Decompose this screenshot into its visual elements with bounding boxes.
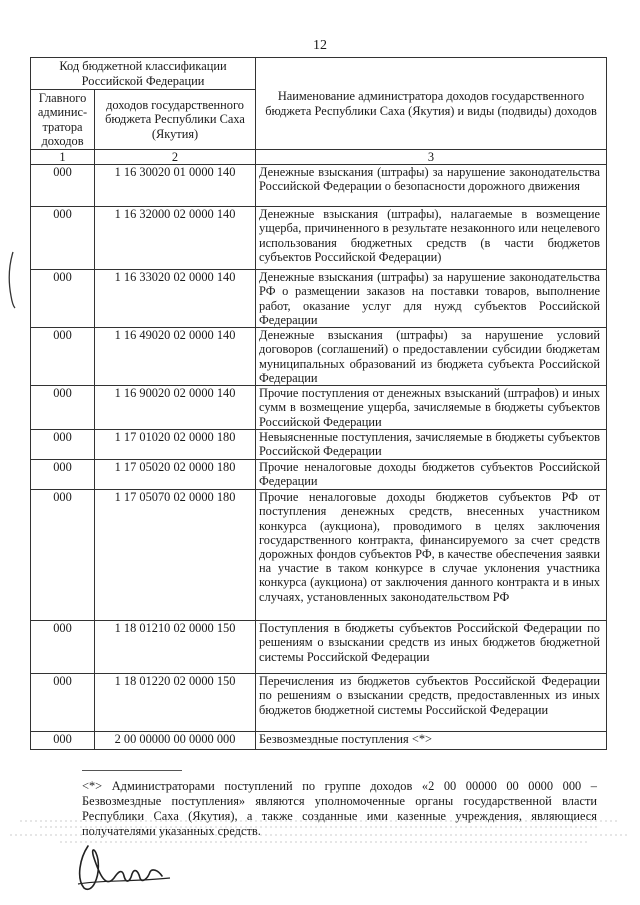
page-number: 12: [313, 38, 327, 53]
footnote-rule: [82, 770, 182, 771]
admin-code: 000: [31, 165, 95, 207]
revenue-name: Прочие поступления от денежных взысканий (штрафов) и иных сумм в возмещение ущерба, зачисляемые в бюджеты субъектов Российской Федерации: [256, 386, 607, 430]
table-row: [31, 270, 607, 328]
revenue-name: Поступления в бюджеты субъектов Российской Федерации по решениям о взыскании средств из иных бюджетов бюджетной системы Российской Федерации: [256, 621, 607, 674]
admin-code: 000: [31, 490, 95, 621]
admin-code: 000: [31, 460, 95, 490]
admin-code: 000: [31, 732, 95, 750]
header-revenues: доходов государственного бюджета Республики Саха (Якутия): [95, 90, 256, 150]
table-row: [31, 732, 607, 750]
column-number: 2: [95, 150, 256, 165]
budget-code: 1 16 33020 02 0000 140: [95, 270, 256, 328]
column-number: 1: [31, 150, 95, 165]
table-row: [31, 621, 607, 674]
footnote: <*> Администраторами поступлений по группе доходов «2 00 00000 00 0000 000 – Безвозмездные поступления» являются уполномоченные органы государственной власти Республики Саха (Якутия), а также созданные ими казенные учреждения, являющиеся получателями указанных средств.: [82, 779, 597, 838]
budget-code: 1 18 01220 02 0000 150: [95, 674, 256, 732]
revenue-name: Прочие неналоговые доходы бюджетов субъектов Российской Федерации: [256, 460, 607, 490]
margin-mark: [4, 250, 18, 310]
budget-code: 1 16 30020 01 0000 140: [95, 165, 256, 207]
revenue-name: Перечисления из бюджетов субъектов Российской Федерации по решениям о взыскании средств, предоставленных из иных бюджетов бюджетной системы Российской Федерации: [256, 674, 607, 732]
admin-code: 000: [31, 207, 95, 270]
admin-code: 000: [31, 621, 95, 674]
revenue-name: Невыясненные поступления, зачисляемые в бюджеты субъектов Российской Федерации: [256, 430, 607, 460]
table-row: [31, 207, 607, 270]
revenue-name: Денежные взыскания (штрафы) за нарушение законодательства РФ о размещении заказов на поставки товаров, выполнение работ, оказание услуг для нужд субъектов Российской Федерации: [256, 270, 607, 328]
revenue-name: Прочие неналоговые доходы бюджетов субъектов РФ от поступления денежных средств, внесенных участником конкурса (аукциона), проводимого в целях заключения государственного контракта, финансируемого за счет средств дорожных фондов субъектов РФ, в качестве обеспечения заявки на участие в таком конкурсе в случае уклонения участника конкурса (аукциона) от заключения данного контракта и в иных случаях, установленных законодательством РФ: [256, 490, 607, 621]
budget-code: 1 16 49020 02 0000 140: [95, 328, 256, 386]
budget-classification-table: [30, 57, 607, 750]
budget-code: 1 17 05070 02 0000 180: [95, 490, 256, 621]
revenue-name: Безвозмездные поступления <*>: [256, 732, 607, 750]
header-admin-name: Наименование администратора доходов государственного бюджета Республики Саха (Якутия) и виды (подвиды) доходов: [256, 58, 607, 150]
table-row: [31, 328, 607, 386]
budget-code: 2 00 00000 00 0000 000: [95, 732, 256, 750]
admin-code: 000: [31, 270, 95, 328]
budget-code: 1 16 32000 02 0000 140: [95, 207, 256, 270]
revenue-name: Денежные взыскания (штрафы) за нарушение законодательства Российской Федерации о безопасности дорожного движения: [256, 165, 607, 207]
table-row: [31, 460, 607, 490]
table-row: [31, 386, 607, 430]
column-numbers-row: [31, 150, 607, 165]
column-number: 3: [256, 150, 607, 165]
admin-code: 000: [31, 328, 95, 386]
table-row: [31, 490, 607, 621]
revenue-name: Денежные взыскания (штрафы) за нарушение условий договоров (соглашений) о предоставлении субсидии бюджетам муниципальных образований из бюджета субъекта Российской Федерации: [256, 328, 607, 386]
table-row: [31, 430, 607, 460]
budget-code: 1 17 01020 02 0000 180: [95, 430, 256, 460]
header-code-group: Код бюджетной классификации Российской Федерации: [31, 58, 256, 90]
revenue-name: Денежные взыскания (штрафы), налагаемые в возмещение ущерба, причиненного в результате незаконного или нецелевого использования бюджетных средств (в части бюджетов субъектов Российской Федерации): [256, 207, 607, 270]
admin-code: 000: [31, 386, 95, 430]
header-row-top: [31, 58, 607, 90]
table-row: [31, 674, 607, 732]
header-chief-admin: Главного админис-тратора доходов: [31, 90, 95, 150]
budget-code: 1 16 90020 02 0000 140: [95, 386, 256, 430]
handwritten-signature: [70, 838, 180, 898]
budget-code: 1 17 05020 02 0000 180: [95, 460, 256, 490]
admin-code: 000: [31, 674, 95, 732]
admin-code: 000: [31, 430, 95, 460]
table-row: [31, 165, 607, 207]
budget-code: 1 18 01210 02 0000 150: [95, 621, 256, 674]
